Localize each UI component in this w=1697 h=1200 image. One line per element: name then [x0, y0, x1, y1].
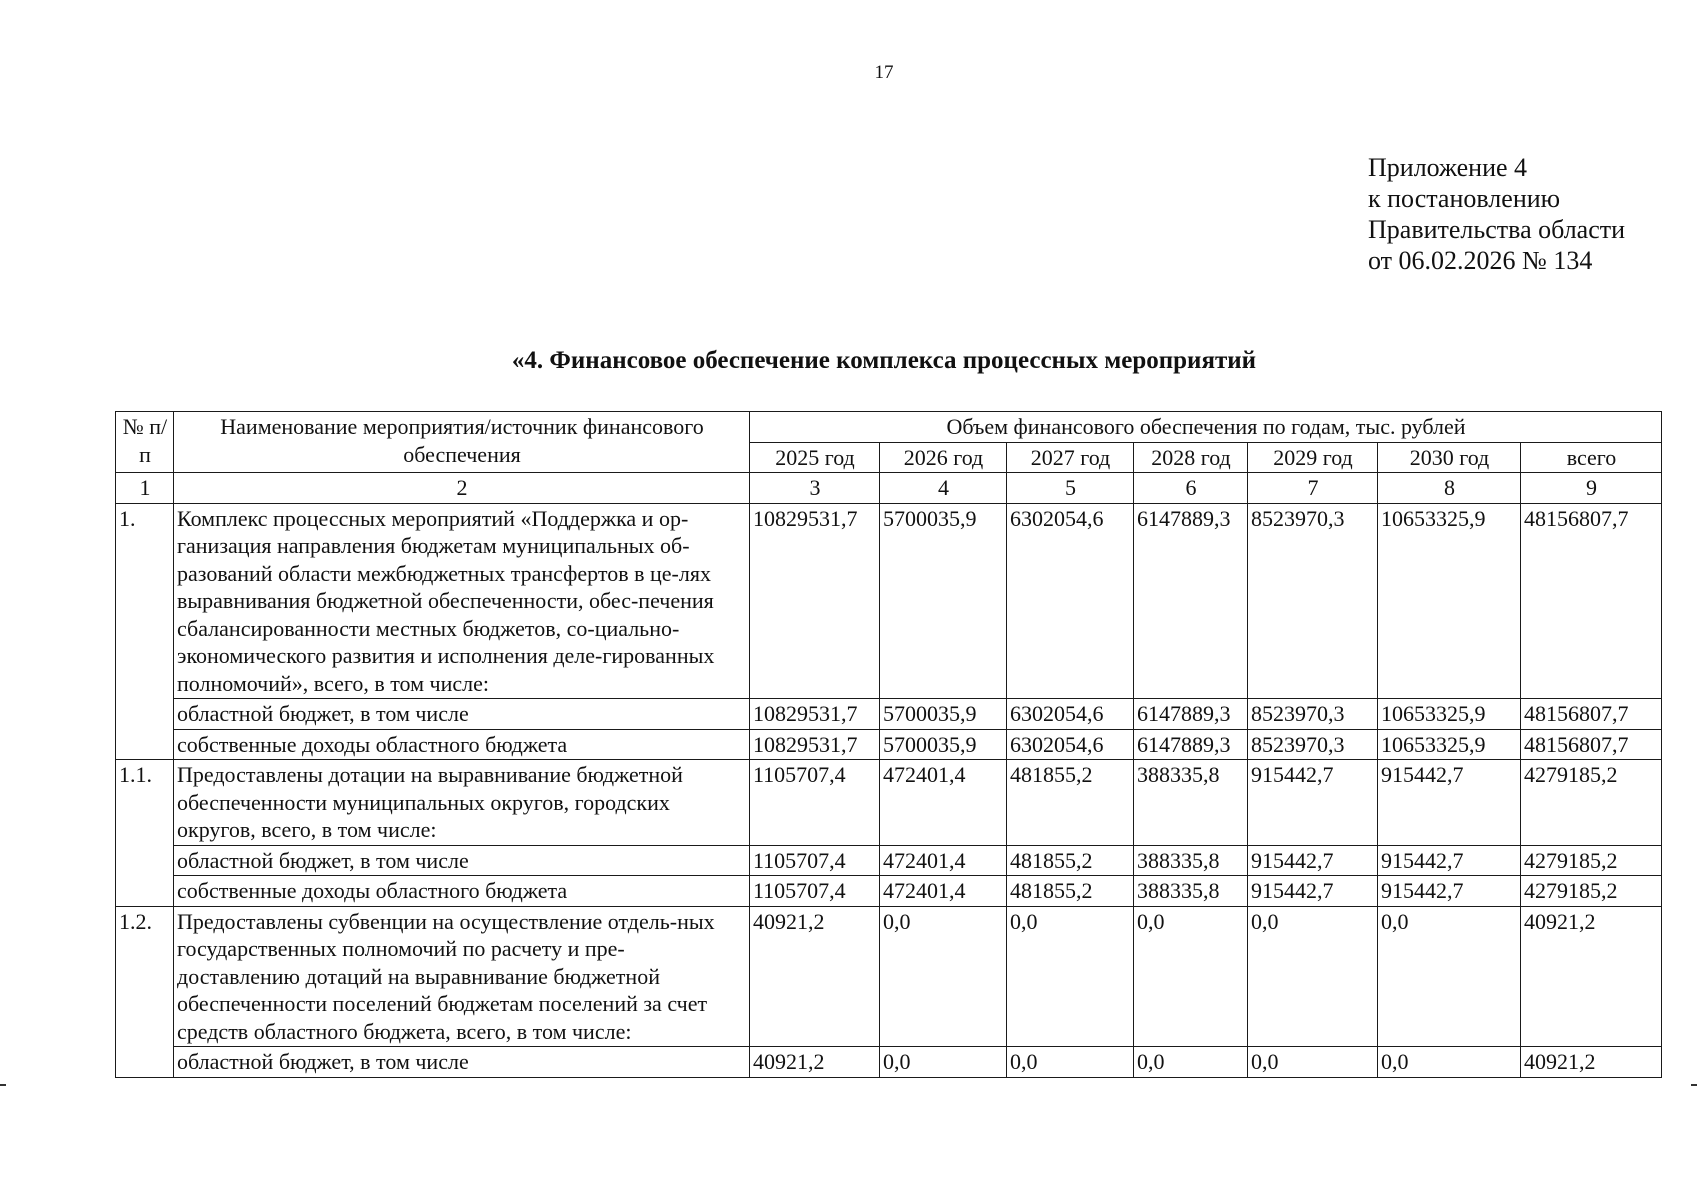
- value-2029: 915442,7: [1248, 760, 1378, 846]
- column-number: 7: [1248, 473, 1378, 504]
- value-2026: 0,0: [880, 1047, 1007, 1078]
- value-2025: 1105707,4: [750, 760, 880, 846]
- header-year-2025: 2025 год: [750, 442, 880, 473]
- header-year-2027: 2027 год: [1007, 442, 1134, 473]
- value-2028: 0,0: [1134, 1047, 1248, 1078]
- scan-edge-mark-left: [0, 1084, 6, 1086]
- value-2028: 388335,8: [1134, 876, 1248, 907]
- value-total: 40921,2: [1521, 906, 1662, 1047]
- value-2028: 6147889,3: [1134, 729, 1248, 760]
- value-2027: 0,0: [1007, 906, 1134, 1047]
- value-2025: 10829531,7: [750, 729, 880, 760]
- table-row: [116, 699, 1662, 730]
- value-2030: 10653325,9: [1378, 699, 1521, 730]
- value-2026: 5700035,9: [880, 729, 1007, 760]
- value-2028: 0,0: [1134, 906, 1248, 1047]
- row-index: 1.2.: [116, 906, 174, 1077]
- value-total: 48156807,7: [1521, 503, 1662, 699]
- value-2029: 0,0: [1248, 1047, 1378, 1078]
- value-total: 4279185,2: [1521, 876, 1662, 907]
- value-total: 48156807,7: [1521, 729, 1662, 760]
- table-row: [116, 845, 1662, 876]
- value-2028: 6147889,3: [1134, 699, 1248, 730]
- value-2029: 915442,7: [1248, 845, 1378, 876]
- page-number: 17: [874, 62, 894, 83]
- value-2029: 8523970,3: [1248, 699, 1378, 730]
- appendix-line-1: Приложение 4: [1368, 153, 1528, 182]
- row-name: областной бюджет, в том числе: [174, 845, 750, 876]
- value-total: 4279185,2: [1521, 760, 1662, 846]
- appendix-line-3: Правительства области: [1368, 215, 1626, 244]
- row-index: 1.1.: [116, 760, 174, 907]
- financing-table: [115, 411, 1662, 1078]
- table-row: [116, 1047, 1662, 1078]
- column-number: 6: [1134, 473, 1248, 504]
- value-2030: 0,0: [1378, 1047, 1521, 1078]
- value-2025: 10829531,7: [750, 503, 880, 699]
- value-2025: 1105707,4: [750, 876, 880, 907]
- value-2028: 388335,8: [1134, 760, 1248, 846]
- appendix-line-4: от 06.02.2026 № 134: [1368, 246, 1593, 275]
- column-number: 2: [174, 473, 750, 504]
- column-number: 8: [1378, 473, 1521, 504]
- value-2029: 8523970,3: [1248, 503, 1378, 699]
- scan-edge-mark-right: [1691, 1084, 1697, 1086]
- appendix-line-2: к постановлению: [1368, 184, 1561, 213]
- value-2027: 481855,2: [1007, 845, 1134, 876]
- value-2028: 388335,8: [1134, 845, 1248, 876]
- header-volume: Объем финансового обеспечения по годам, тыс. рублей: [750, 412, 1662, 443]
- value-2030: 915442,7: [1378, 760, 1521, 846]
- value-2027: 6302054,6: [1007, 729, 1134, 760]
- row-name: Комплекс процессных мероприятий «Поддержка и ор-ганизация направления бюджетам муниципальных об-разований области межбюджетных трансфертов в це-лях выравнивания бюджетной обеспеченности, обес-печения сбалансированности местных бюджетов, со-циально-экономического развития и исполнения деле-гированных полномочий», всего, в том числе:: [174, 503, 750, 699]
- table-row: [116, 906, 1662, 1047]
- value-2030: 915442,7: [1378, 876, 1521, 907]
- value-2026: 472401,4: [880, 760, 1007, 846]
- header-year-2026: 2026 год: [880, 442, 1007, 473]
- value-2029: 0,0: [1248, 906, 1378, 1047]
- value-2027: 481855,2: [1007, 876, 1134, 907]
- value-total: 48156807,7: [1521, 699, 1662, 730]
- column-number: 9: [1521, 473, 1662, 504]
- column-number: 4: [880, 473, 1007, 504]
- value-2025: 40921,2: [750, 906, 880, 1047]
- row-name: Предоставлены дотации на выравнивание бюджетной обеспеченности муниципальных округов, городских округов, всего, в том числе:: [174, 760, 750, 846]
- table-row: [116, 503, 1662, 699]
- value-2029: 915442,7: [1248, 876, 1378, 907]
- value-total: 40921,2: [1521, 1047, 1662, 1078]
- column-number-row: [116, 473, 1662, 504]
- value-2027: 6302054,6: [1007, 699, 1134, 730]
- header-row-1: [116, 412, 1662, 443]
- row-index: 1.: [116, 503, 174, 760]
- value-2026: 0,0: [880, 906, 1007, 1047]
- value-2026: 472401,4: [880, 845, 1007, 876]
- value-2030: 10653325,9: [1378, 503, 1521, 699]
- value-2027: 6302054,6: [1007, 503, 1134, 699]
- row-name: собственные доходы областного бюджета: [174, 876, 750, 907]
- row-name: собственные доходы областного бюджета: [174, 729, 750, 760]
- header-num: № п/п: [116, 412, 174, 473]
- column-number: 3: [750, 473, 880, 504]
- header-name: Наименование мероприятия/источник финансового обеспечения: [174, 412, 750, 473]
- header-total: всего: [1521, 442, 1662, 473]
- value-2026: 5700035,9: [880, 699, 1007, 730]
- row-name: областной бюджет, в том числе: [174, 699, 750, 730]
- row-name: Предоставлены субвенции на осуществление отдель-ных государственных полномочий по расчету и пре-доставлению дотаций на выравнивание бюджетной обеспеченности поселений бюджетам поселений за счет средств областного бюджета, всего, в том числе:: [174, 906, 750, 1047]
- header-year-2028: 2028 год: [1134, 442, 1248, 473]
- value-2025: 10829531,7: [750, 699, 880, 730]
- value-2026: 5700035,9: [880, 503, 1007, 699]
- column-number: 1: [116, 473, 174, 504]
- value-total: 4279185,2: [1521, 845, 1662, 876]
- value-2025: 1105707,4: [750, 845, 880, 876]
- table-row: [116, 760, 1662, 846]
- value-2029: 8523970,3: [1248, 729, 1378, 760]
- row-name: областной бюджет, в том числе: [174, 1047, 750, 1078]
- header-year-2029: 2029 год: [1248, 442, 1378, 473]
- value-2028: 6147889,3: [1134, 503, 1248, 699]
- appendix-block: [1368, 152, 1625, 276]
- value-2025: 40921,2: [750, 1047, 880, 1078]
- value-2026: 472401,4: [880, 876, 1007, 907]
- column-number: 5: [1007, 473, 1134, 504]
- table-row: [116, 729, 1662, 760]
- value-2027: 481855,2: [1007, 760, 1134, 846]
- table-row: [116, 876, 1662, 907]
- value-2030: 0,0: [1378, 906, 1521, 1047]
- header-year-2030: 2030 год: [1378, 442, 1521, 473]
- document-title: «4. Финансовое обеспечение комплекса процессных мероприятий: [511, 347, 1257, 374]
- value-2030: 915442,7: [1378, 845, 1521, 876]
- value-2027: 0,0: [1007, 1047, 1134, 1078]
- value-2030: 10653325,9: [1378, 729, 1521, 760]
